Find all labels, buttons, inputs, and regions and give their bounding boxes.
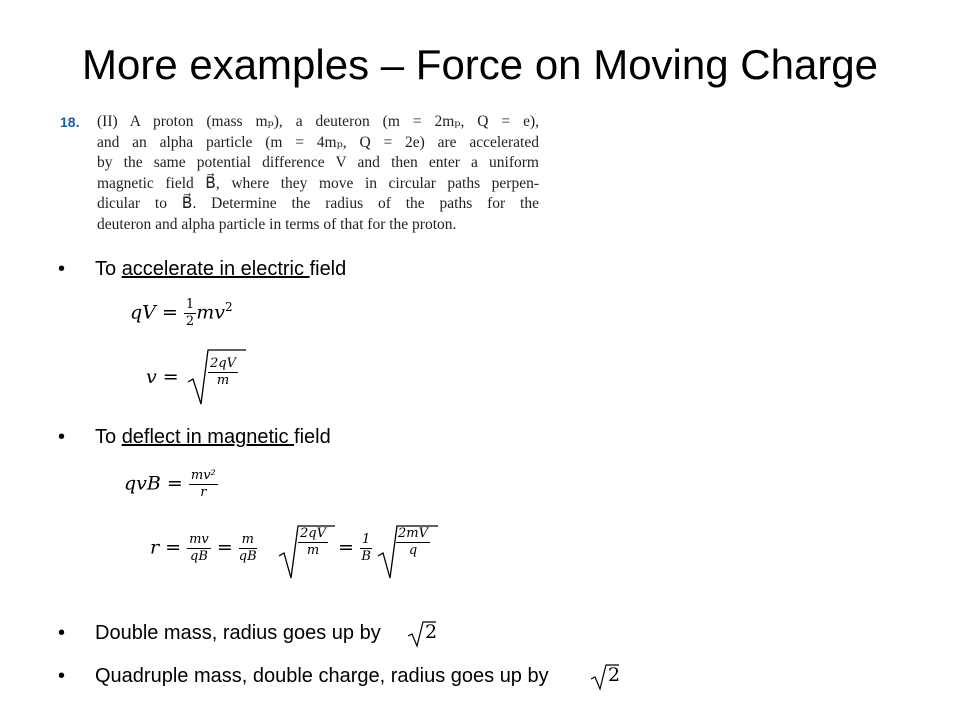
eq1-numerator: 1: [185, 297, 195, 312]
eq4-f1-denominator: qB: [190, 549, 208, 564]
eq2-denominator: m: [216, 373, 230, 388]
eq4-f3-numerator: 2qV: [300, 526, 326, 541]
bullet-dot: •: [58, 426, 66, 448]
eq4-f4-denominator: B: [361, 549, 371, 564]
bullet-text: [95, 620, 381, 646]
bullet-text-underlined: accelerate in electric: [121, 258, 310, 280]
equation-energy: [130, 297, 233, 330]
problem-line: magnetic field B⃗, where they move in circular paths perpen-: [97, 174, 539, 192]
bullet-text: [95, 663, 549, 689]
slide-title: More examples – Force on Moving Charge: [81, 41, 879, 88]
equation-velocity: [146, 366, 179, 388]
eq2-fraction: [208, 356, 238, 389]
problem-line: (II) A proton (mass mₚ), a deuteron (m = 2mₚ, Q = e),: [97, 113, 539, 130]
eq2-fraction-wrap: [208, 356, 238, 389]
bullet-dot: •: [58, 258, 66, 280]
eq4-fraction-5-wrap: [396, 526, 430, 559]
equation-magnetic-force: [124, 468, 218, 501]
bullet-dot: •: [58, 665, 66, 687]
bullet-text-pre: To: [95, 426, 122, 448]
equals-sign: =: [338, 536, 354, 559]
equals-sign: =: [161, 301, 178, 324]
equation-radius: [150, 532, 257, 565]
sqrt-two-value: 2: [425, 621, 438, 643]
eq1-rhs: mv: [196, 301, 225, 324]
eq4-fraction-4: [360, 532, 372, 565]
eq4-lhs: r: [150, 536, 160, 559]
eq4-f4-numerator: 1: [361, 532, 371, 547]
equals-sign: =: [162, 366, 179, 388]
eq1-exponent: 2: [224, 300, 233, 315]
bullet-text-post: field: [309, 258, 347, 280]
eq4-fraction-1: [187, 532, 211, 565]
eq4-f2-numerator: m: [239, 532, 257, 549]
eq4-f1-numerator: mv: [189, 532, 209, 547]
problem-text: [97, 112, 539, 235]
equals-sign: =: [216, 536, 233, 559]
eq4-fraction-3-wrap: [298, 526, 328, 559]
bullet-text-underlined: deflect in magnetic: [121, 426, 295, 448]
sqrt-two-value: 2: [608, 664, 621, 686]
eq4-f5-denominator: q: [408, 543, 418, 558]
eq1-denominator: 2: [185, 314, 195, 329]
bullet-text-pre: To: [95, 258, 122, 280]
problem-line: by the same potential difference V and then enter a uniform: [97, 154, 539, 171]
eq3-fraction: [189, 468, 218, 501]
eq2-lhs: v: [146, 366, 157, 388]
eq4-f2-denominator: qB: [238, 549, 257, 564]
problem-line: deuteron and alpha particle in terms of that for the proton.: [97, 215, 457, 233]
bullet-dot: •: [58, 622, 66, 644]
problem-line: dicular to B⃗. Determine the radius of the paths for the: [97, 195, 539, 212]
eq3-lhs: qvB: [124, 472, 161, 495]
eq3-numerator: mv²: [190, 468, 216, 483]
eq4-f5-numerator: 2mV: [398, 526, 428, 541]
eq4-fraction-5: [396, 526, 430, 559]
equals-sign: =: [166, 472, 183, 495]
problem-line: and an alpha particle (m = 4mₚ, Q = 2e) are accelerated: [97, 133, 539, 151]
bullet-text-body: Quadruple mass, double charge, radius goes up by: [95, 665, 549, 687]
eq4-fraction-3: [298, 526, 328, 559]
eq4-f3-denominator: m: [306, 543, 320, 558]
bullet-text-post: field: [294, 426, 331, 448]
equals-sign: =: [165, 536, 182, 559]
bullet-text-body: Double mass, radius goes up by: [95, 622, 381, 644]
eq3-denominator: r: [200, 485, 207, 500]
problem-number: 18.: [60, 114, 80, 130]
eq4-fraction-2: [239, 532, 257, 565]
eq4-tail: [338, 532, 372, 565]
eq2-numerator: 2qV: [210, 356, 236, 371]
eq1-fraction: [184, 297, 196, 330]
eq1-lhs: qV: [130, 301, 156, 324]
